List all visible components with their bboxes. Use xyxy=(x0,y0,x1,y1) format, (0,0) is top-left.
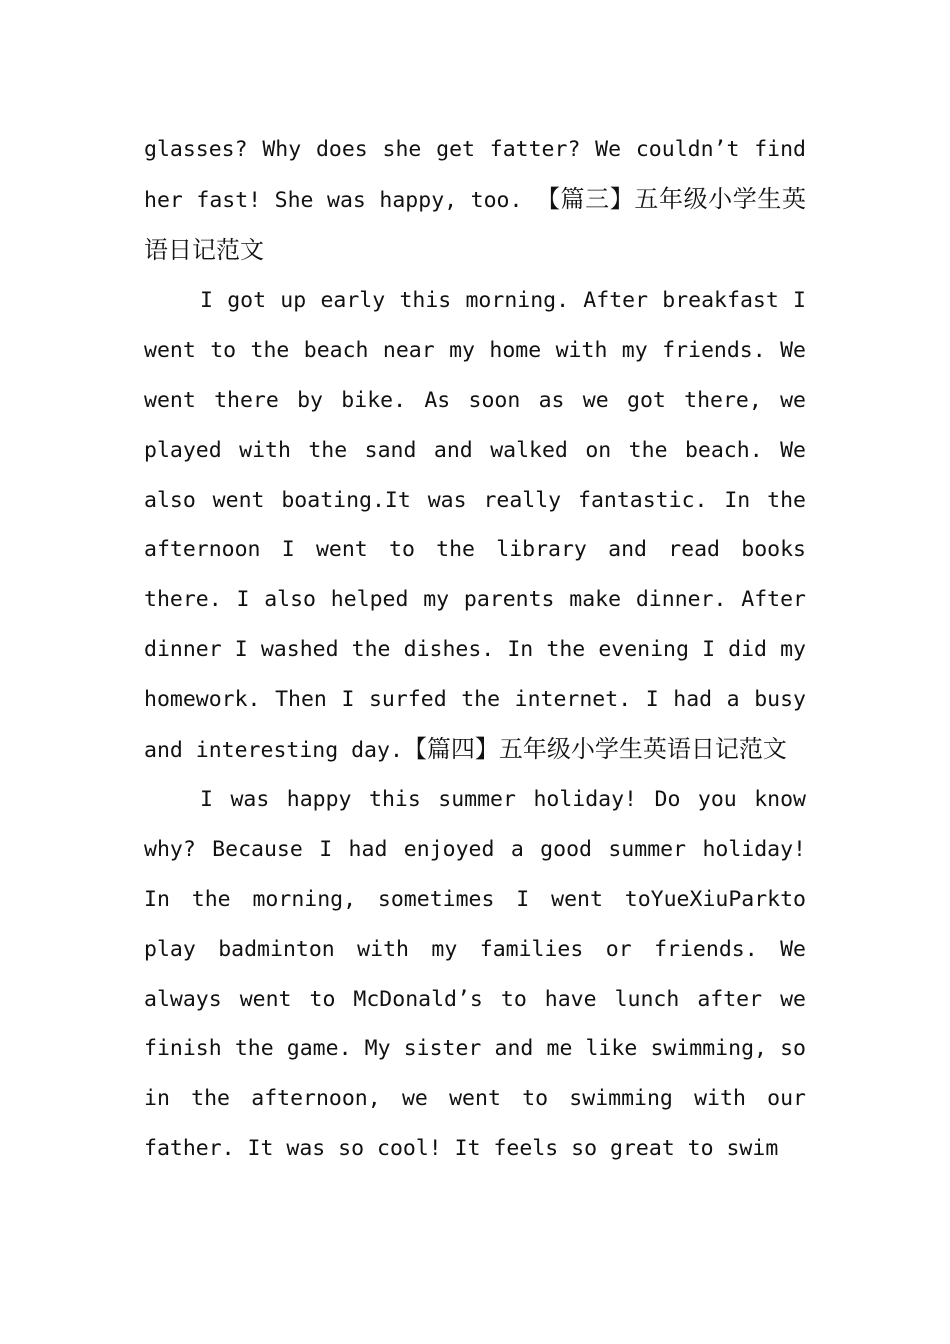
paragraph-1 xyxy=(144,125,806,276)
paragraph-3 xyxy=(144,775,806,1173)
paragraph-1-english-text: glasses? Why does she get fatter? We couldn’t find her fast! She was happy, too. xyxy=(144,137,806,213)
section-heading-3: 【篇三】五年级小学生英语日记范文 xyxy=(144,184,806,264)
document-body xyxy=(144,125,806,1174)
section-heading-4: 【篇四】五年级小学生英语日记范文 xyxy=(402,734,787,763)
paragraph-2-english-text: I got up early this morning. After breakfast I went to the beach near my home with my friends. We went there by bike. As soon as we got there, we played with the sand and walked on the beach. We also went boating.It was really fantastic. In the afternoon I went to the library and read books there. I also helped my parents make dinner. After dinner I washed the dishes. In the evening I did my homework. Then I surfed the internet. I had a busy and interesting day. xyxy=(144,288,806,763)
paragraph-2 xyxy=(144,276,806,775)
paragraph-3-english-text: I was happy this summer holiday! Do you know why? Because I had enjoyed a good summer holiday! In the morning, sometimes I went toYueXiuParkto play badminton with my families or friends. We always went to McDonald’s to have lunch after we finish the game. My sister and me like swimming, so in the afternoon, we went to swimming with our father. It was so cool! It feels so great to swim xyxy=(144,787,806,1161)
